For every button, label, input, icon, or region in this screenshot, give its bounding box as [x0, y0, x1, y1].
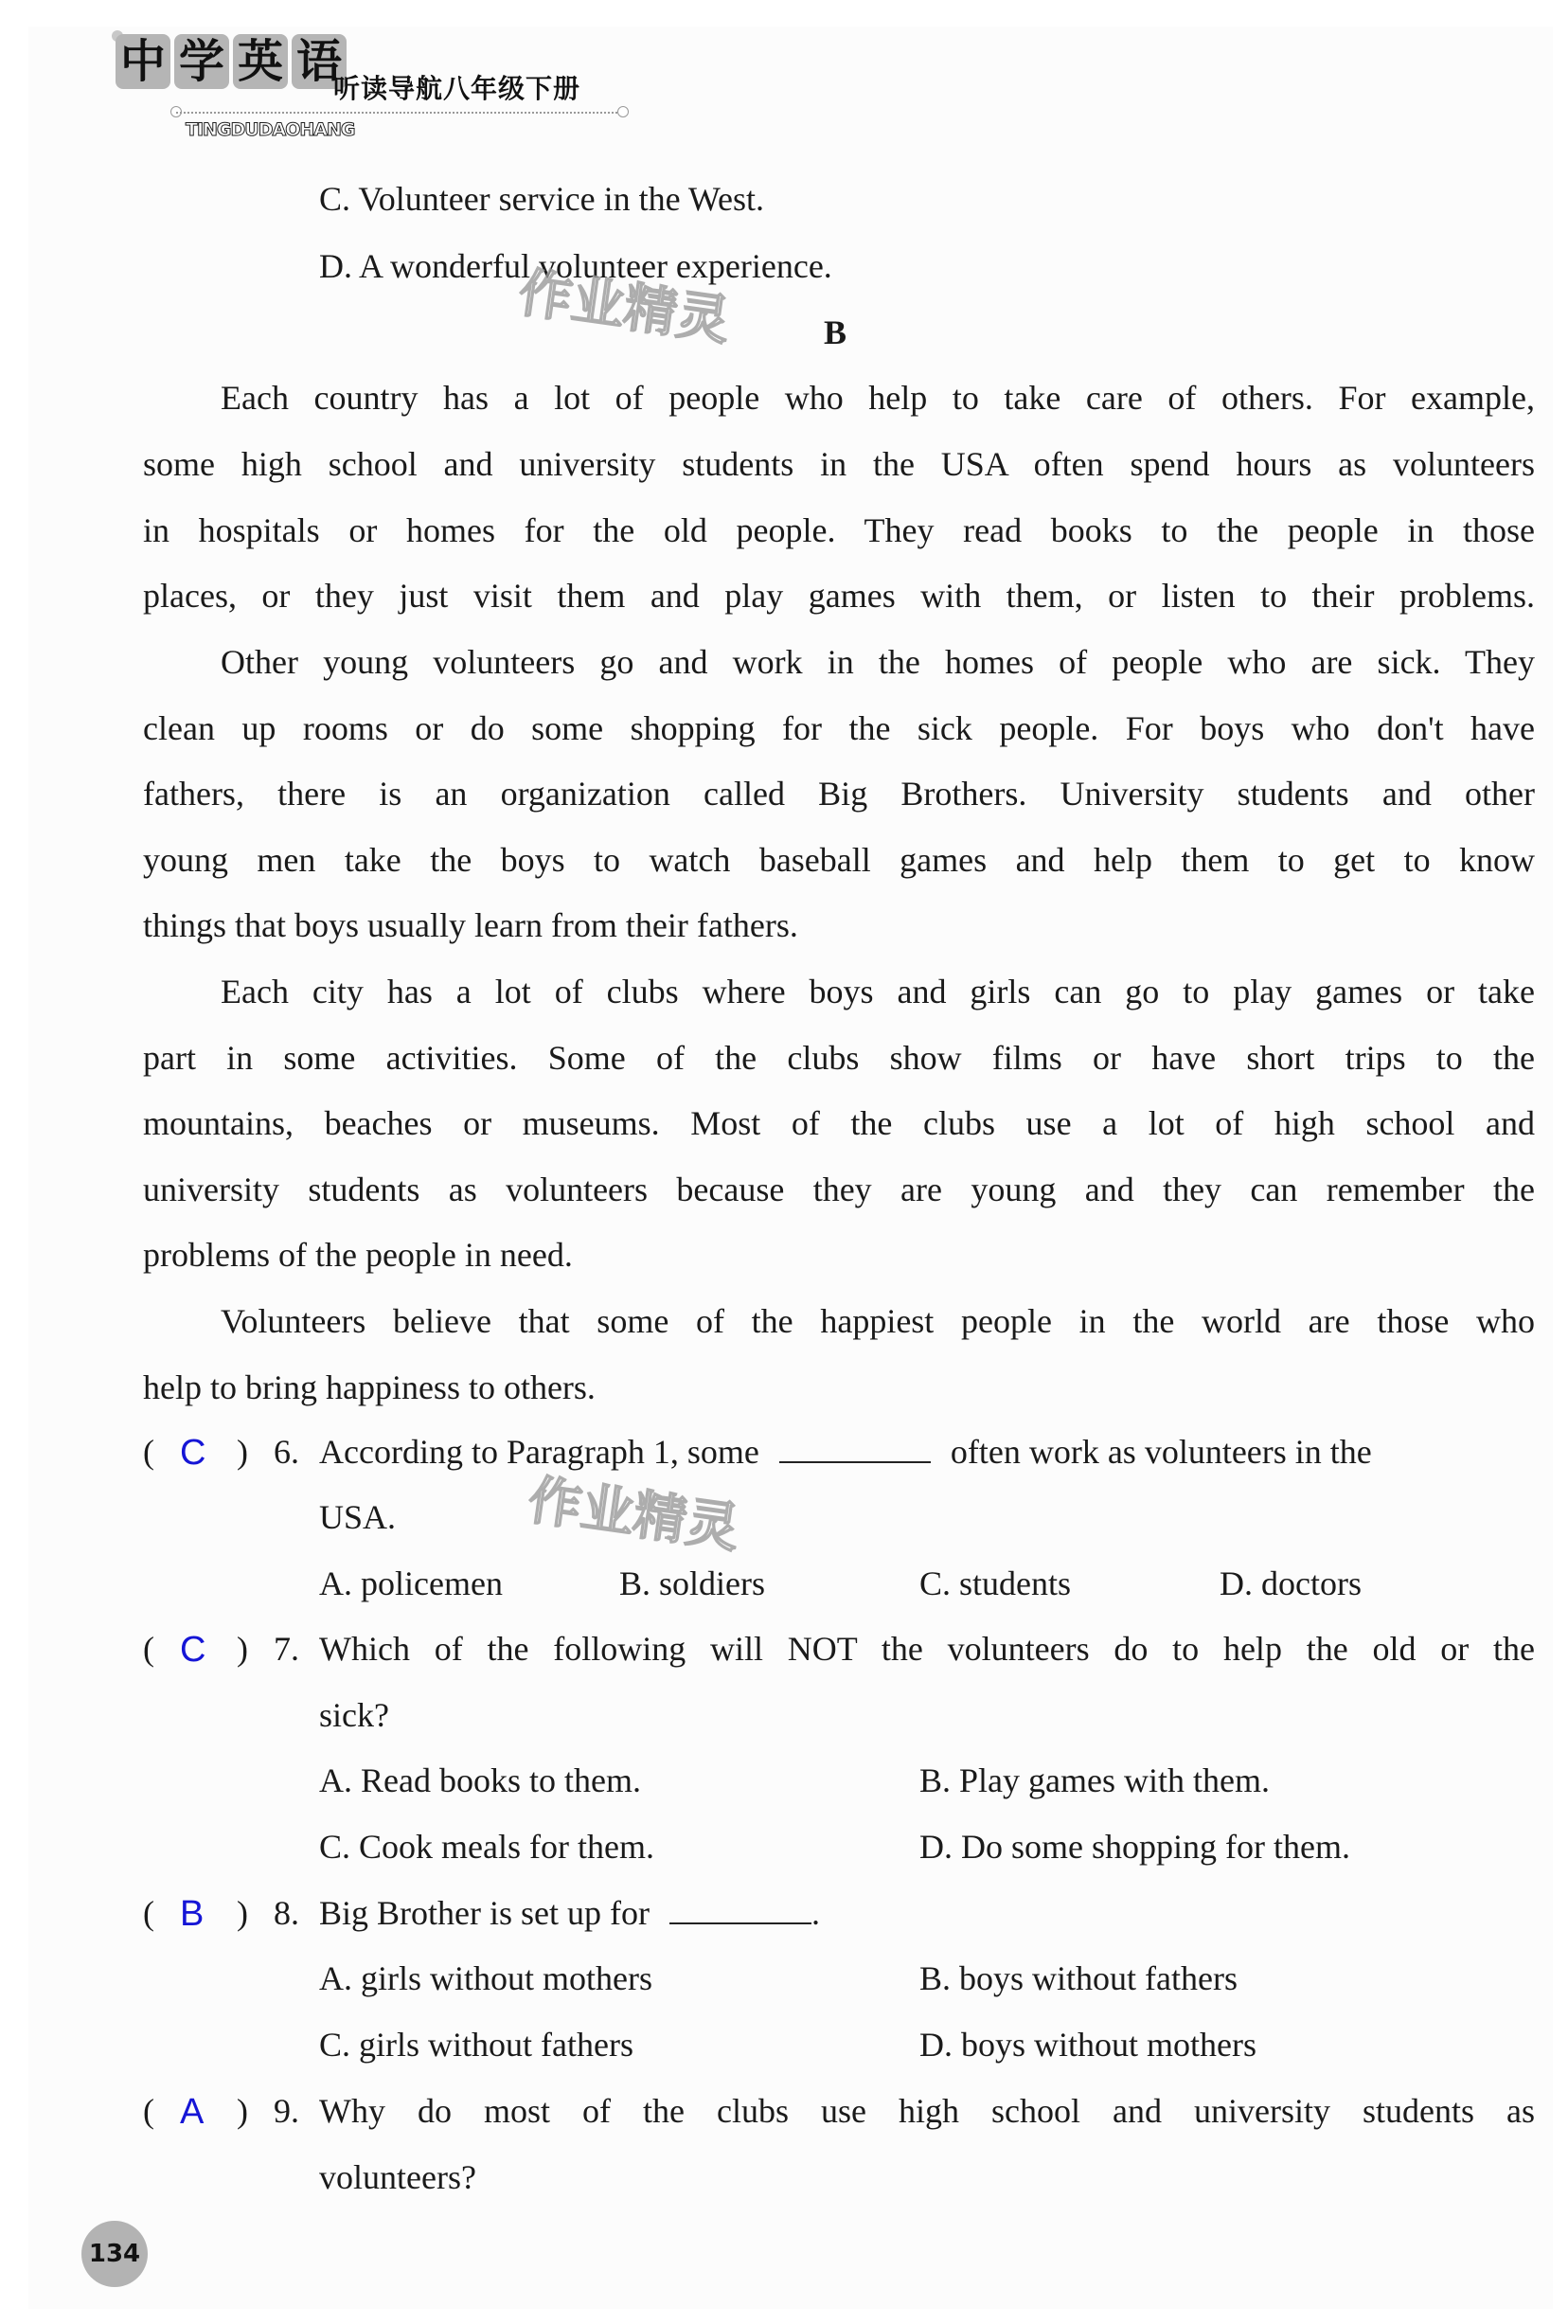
passage-line: some high school and university students in the USA often spend hours as volunteers	[143, 445, 1535, 483]
question-stem: Why do most of the clubs use high school and university students as	[319, 2092, 1535, 2130]
question-stem-line2: volunteers?	[319, 2158, 476, 2196]
passage-line: Each country has a lot of people who help to take care of others. For example,	[221, 379, 1535, 417]
option-a: A. Read books to them.	[319, 1761, 641, 1799]
header-title-char: 学	[174, 34, 229, 89]
question-stem	[319, 1892, 820, 1934]
passage-line: university students as volunteers because they are young and they can remember the	[143, 1171, 1535, 1208]
passage-line: fathers, there is an organization called Big Brothers. University students and other	[143, 775, 1535, 813]
question-stem-part: Big Brother is set up for	[319, 1894, 650, 1932]
answer-mark: C	[180, 1630, 206, 1670]
prev-option-d: D. A wonderful volunteer experience.	[319, 247, 832, 285]
question-stem-part: often work as volunteers in the	[950, 1433, 1372, 1471]
question-number: 7.	[274, 1630, 299, 1668]
option-a: A. policemen	[319, 1564, 503, 1602]
answer-paren-open: (	[143, 1630, 154, 1668]
question-number: 8.	[274, 1894, 299, 1932]
header-line-end-icon	[617, 106, 629, 117]
header-title-char: 英	[233, 34, 288, 89]
question-stem-part: .	[811, 1894, 820, 1932]
passage-line: places, or they just visit them and play games with them, or listen to their problems.	[143, 577, 1535, 615]
answer-paren-open: (	[143, 2092, 154, 2130]
question-stem-part: According to Paragraph 1, some	[319, 1433, 759, 1471]
passage-line: mountains, beaches or museums. Most of the clubs use a lot of high school and	[143, 1104, 1535, 1142]
passage-line: in hospitals or homes for the old people. They read books to the people in those	[143, 511, 1535, 549]
answer-mark: A	[180, 2092, 205, 2132]
question-stem: Which of the following will NOT the volunteers do to help the old or the	[319, 1630, 1535, 1668]
option-c: C. students	[919, 1564, 1072, 1602]
passage-line: clean up rooms or do some shopping for the sick people. For boys who don't have	[143, 709, 1535, 747]
option-b: B. Play games with them.	[919, 1761, 1270, 1799]
option-d: D. Do some shopping for them.	[919, 1828, 1350, 1866]
answer-paren-close: )	[237, 2092, 248, 2130]
answer-paren-close: )	[237, 1433, 248, 1471]
answer-blank	[669, 1894, 811, 1924]
watermark: 作业精灵	[524, 1469, 743, 1561]
header-title-char: 中	[116, 34, 170, 89]
question-stem-line2: sick?	[319, 1696, 389, 1734]
header-subtitle: 听读导航八年级下册	[333, 73, 581, 104]
option-d: D. doctors	[1220, 1564, 1362, 1602]
passage-line: Each city has a lot of clubs where boys and girls can go to play games or take	[221, 973, 1535, 1010]
option-d: D. boys without mothers	[919, 2026, 1256, 2064]
header-pinyin: TINGDUDAOHANG	[186, 119, 355, 140]
answer-blank	[779, 1433, 931, 1463]
option-c: C. Cook meals for them.	[319, 1828, 654, 1866]
passage-line: young men take the boys to watch baseball games and help them to get to know	[143, 841, 1535, 879]
header-divider	[176, 112, 621, 114]
section-label: B	[824, 313, 847, 351]
option-b: B. boys without fathers	[919, 1959, 1238, 1997]
passage-line: things that boys usually learn from their fathers.	[143, 906, 798, 944]
question-stem	[319, 1431, 1372, 1473]
page-number: 134	[81, 2221, 148, 2287]
passage-line: part in some activities. Some of the clubs show films or have short trips to the	[143, 1039, 1535, 1077]
watermark: 作业精灵	[514, 261, 734, 353]
page	[28, 27, 1553, 2309]
question-number: 6.	[274, 1433, 299, 1471]
option-b: B. soldiers	[619, 1564, 766, 1602]
header-title-char: 语	[292, 34, 347, 89]
answer-mark: C	[180, 1433, 206, 1473]
answer-paren-open: (	[143, 1894, 154, 1932]
answer-mark: B	[180, 1894, 205, 1934]
passage-line: Volunteers believe that some of the happiest people in the world are those who	[221, 1302, 1535, 1340]
passage-line: Other young volunteers go and work in the homes of people who are sick. They	[221, 643, 1535, 681]
question-number: 9.	[274, 2092, 299, 2130]
answer-paren-close: )	[237, 1894, 248, 1932]
option-c: C. girls without fathers	[319, 2026, 633, 2064]
option-a: A. girls without mothers	[319, 1959, 652, 1997]
question-stem-line2: USA.	[319, 1498, 397, 1536]
answer-paren-open: (	[143, 1433, 154, 1471]
prev-option-c: C. Volunteer service in the West.	[319, 180, 765, 218]
passage-line: problems of the people in need.	[143, 1236, 573, 1274]
passage-line: help to bring happiness to others.	[143, 1368, 596, 1406]
answer-paren-close: )	[237, 1630, 248, 1668]
